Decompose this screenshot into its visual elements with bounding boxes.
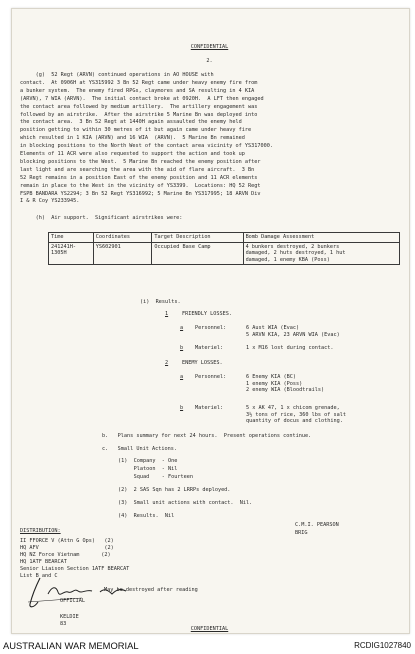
small-units-contact: (3) Small unit actions with contact. Nil.	[118, 500, 253, 506]
paragraph-b: b. Plans summary for next 24 hours. Present operations continue.	[102, 433, 312, 439]
friendly-personnel-value: 6 Aust WIA (Evac) 5 ARVN KIA, 23 ARVN WIA (Evac)	[246, 325, 340, 338]
archive-name: AUSTRALIAN WAR MEMORIAL	[3, 640, 139, 651]
signatory-rank: BRIG	[295, 530, 308, 536]
classification-header: CONFIDENTIAL	[190, 44, 229, 50]
paragraph-line: Elements of 11 ACR were also requested to support the action and took up	[20, 151, 245, 157]
paragraph-line: position getting to within 30 metres of it but again came under heavy fire	[20, 127, 252, 134]
paragraph-line: I & R Coy YS233945.	[20, 198, 80, 205]
table-row	[49, 242, 400, 265]
enemy-materiel-letter: b	[180, 405, 184, 411]
table-cell: Occupied Base Camp	[152, 242, 243, 265]
paragraph-line: followed by an airstrike. After the airstrike 5 Marine Bn was deployed into	[20, 111, 258, 118]
friendly-personnel-label: Personnel:	[195, 325, 227, 331]
table-cell: 241241H- 1305H	[49, 242, 94, 265]
paragraph-line: 52 Regt remains in a position East of the enemy position and 11 ACR elements	[20, 174, 258, 181]
table-header-row	[49, 233, 400, 243]
distribution-line: Senior Liaison Section 1ATF BEARCAT	[20, 566, 130, 572]
results-heading: (i) Results.	[140, 299, 181, 305]
page-number: 2.	[206, 58, 213, 64]
enemy-losses-heading: ENEMY LOSSES.	[182, 360, 223, 366]
enemy-personnel-label: Personnel:	[195, 374, 227, 380]
paragraph-line: blocking positions to the West. 5 Marine Bn reached the enemy position after	[20, 158, 261, 165]
paragraph-line: (g) 52 Regt (ARVN) continued operations in AO HOUSE with	[20, 72, 214, 78]
handwritten-signature	[22, 572, 142, 612]
paragraph-line: last light and are searching the area with the aid of flare aircraft. 3 Bn	[20, 166, 255, 173]
paragraph-line: remain in place to the West in the vicinity of YS3399. Locations: HQ 52 Regt	[20, 182, 261, 189]
enemy-losses-number: 2	[165, 360, 169, 366]
signatory-name: C.M.I. PEARSON	[295, 522, 339, 528]
distribution-line: List B and C	[20, 573, 58, 579]
airstrike-table	[48, 232, 400, 265]
distribution-heading: DISTRIBUTION:	[20, 528, 61, 534]
friendly-losses-number: 1	[165, 311, 169, 317]
friendly-materiel-value: 1 x M16 lost during contact.	[246, 345, 334, 351]
friendly-losses-heading: FRIENDLY LOSSES.	[182, 311, 232, 317]
column-header: Target Description	[152, 233, 243, 243]
official-code: 83	[60, 621, 67, 627]
paragraph-line: which resulted in 1 KIA (ARVN) and 16 WIA (ARVN). 5 Marine Bn remained	[20, 135, 245, 142]
enemy-personnel-letter: a	[180, 374, 184, 380]
small-units-platoon: Platoon - Nil	[118, 466, 178, 472]
small-units-company: (1) Company - One	[118, 458, 178, 464]
distribution-line: HQ NZ Force Vietnam (2)	[20, 552, 111, 558]
small-units-sas: (2) 2 SAS Sqn has 2 LRRPs deployed.	[118, 487, 231, 493]
distribution-line: II FFORCE V (Attn G Ops) (2)	[20, 538, 114, 544]
paragraph-line: a bunker system. The enemy fired RPGs, claymores and SA resulting in 4 KIA	[20, 87, 255, 94]
friendly-materiel-label: Materiel:	[195, 345, 224, 351]
column-header: Coordinates	[93, 233, 152, 243]
paragraph-line: (ARVN), 7 WIA (ARVN). The initial contact broke at 0920H. A LFT then engaged	[20, 95, 264, 102]
paragraph-h: (h) Air support. Significant airstrikes were:	[20, 215, 183, 221]
column-header: Bomb Damage Assessment	[243, 233, 399, 243]
official-label: OFFICIAL	[60, 598, 85, 604]
enemy-personnel-value: 6 Enemy KIA (BC) 1 enemy KIA (Poss) 2 enemy WIA (Bloodtrails)	[246, 374, 325, 394]
paragraph-line: the contact area followed by medium artillery. The artillery engagement was	[20, 103, 258, 110]
distribution-line: HQ AFV (2)	[20, 545, 114, 551]
friendly-personnel-letter: a	[180, 325, 184, 331]
small-units-results: (4) Results. Nil	[118, 513, 175, 519]
destruction-note: May be destroyed after reading	[104, 587, 198, 593]
distribution-line: HQ 1ATF BEARCAT	[20, 559, 67, 565]
official-name: KELDIE	[60, 614, 79, 620]
enemy-materiel-value: 5 x AK 47, 1 x chicom grenade, 3½ tons of rice, 360 lbs of salt quantity of docus and clothing.	[246, 405, 346, 425]
paragraph-line: the contact area. 3 Bn 52 Regt at 1440H again assaulted the enemy held	[20, 119, 242, 126]
paragraph-line: FSPB BANDARA YS2294; 3 Bn 52 Regt YS316992; 5 Marine Bn YS317995; 18 ARVN Div	[20, 190, 261, 197]
paragraph-line: contact. At 0906H at YS315992 3 Bn 52 Regt came under heavy enemy fire from	[20, 79, 258, 86]
classification-footer: CONFIDENTIAL	[190, 626, 229, 632]
table-cell: YS602901	[93, 242, 152, 265]
small-units-squad: Squad - Fourteen	[118, 474, 193, 480]
archive-record-id: RCDIG1027840	[354, 641, 411, 650]
paragraph-c: c. Small Unit Actions.	[102, 446, 177, 452]
friendly-materiel-letter: b	[180, 345, 184, 351]
table-cell: 4 bunkers destroyed, 2 bunkers damaged, 2 huts destroyed, 1 hut damaged, 1 enemy KBA (Poss)	[243, 242, 399, 265]
enemy-materiel-label: Materiel:	[195, 405, 224, 411]
paragraph-line: in blocking positions to the North West of the contact area vicinity of YS317000.	[20, 143, 273, 150]
column-header: Time	[49, 233, 94, 243]
